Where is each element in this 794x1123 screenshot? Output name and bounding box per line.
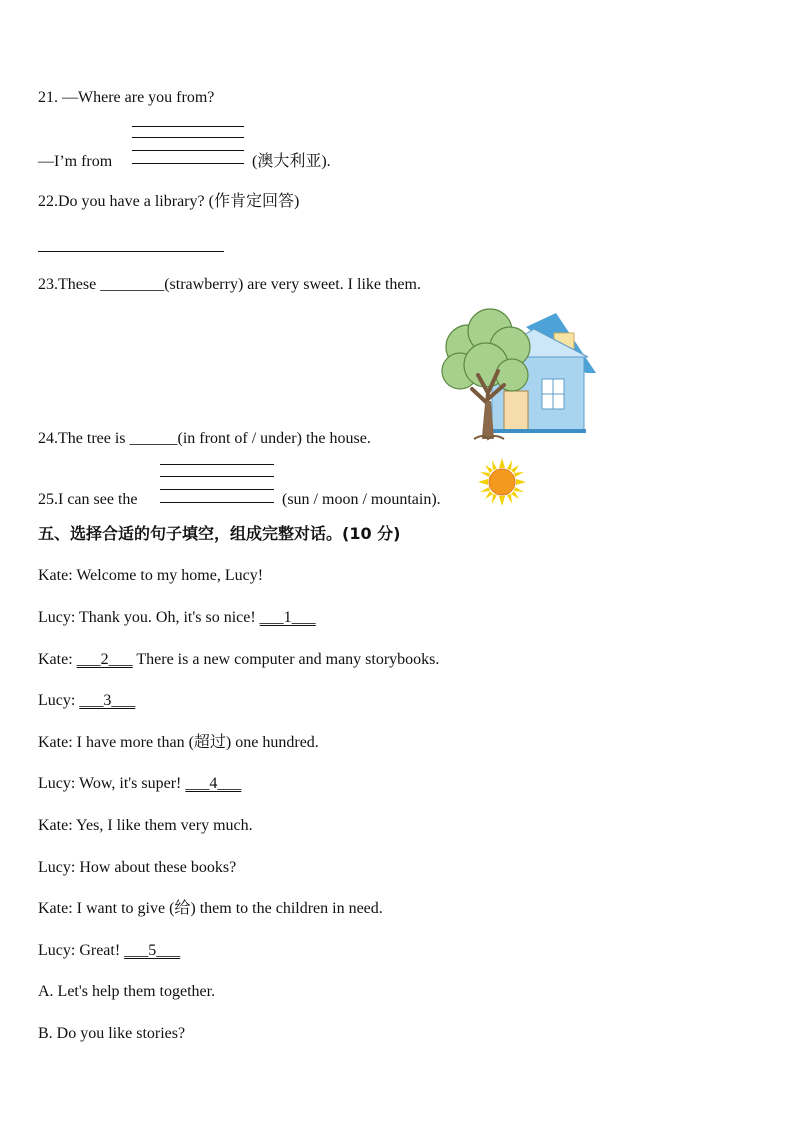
dialogue-text: Kate: — [38, 651, 77, 668]
section5-heading — [38, 524, 400, 544]
q25-writing-lines[interactable] — [160, 464, 276, 504]
q22-question-text: 22.Do you have a library? (作肯定回答) — [38, 193, 300, 210]
q21-question-text: 21. —Where are you from? — [38, 89, 215, 106]
q24-blank[interactable]: ______ — [129, 430, 178, 447]
answer-blank-3[interactable]: ___3___ — [79, 692, 136, 709]
sun-image — [478, 458, 526, 506]
option-b-text: B. Do you like stories? — [38, 1025, 186, 1042]
dialogue-text: Lucy: Thank you. Oh, it's so nice! — [38, 609, 260, 626]
dialogue-text: Lucy: Great! — [38, 942, 125, 959]
dialogue-text: Kate: Welcome to my home, Lucy! — [38, 567, 264, 584]
dialogue-line-3 — [38, 650, 439, 670]
q21-writing-lines[interactable] — [132, 126, 246, 166]
q25-suffix: (sun / moon / mountain). — [282, 491, 441, 508]
option-a-text: A. Let's help them together. — [38, 983, 216, 1000]
q23-prefix: 23.These — [38, 276, 97, 293]
dialogue-line-5 — [38, 733, 319, 753]
option-b — [38, 1024, 185, 1044]
answer-blank-4[interactable]: ___4___ — [185, 775, 242, 792]
q21-hint — [252, 152, 331, 172]
q24-suffix: (in front of / under) the house. — [177, 430, 371, 447]
q25-hint — [282, 490, 441, 510]
dialogue-line-6 — [38, 774, 241, 794]
q23-suffix: (strawberry) are very sweet. I like them. — [164, 276, 421, 293]
q21-question — [38, 88, 214, 108]
tree-house-image — [438, 305, 598, 445]
q21-answer-prefix: —I’m from — [38, 153, 113, 170]
q22-answer-line[interactable] — [38, 251, 224, 252]
q25-question — [38, 490, 138, 510]
q23-question — [38, 275, 421, 295]
q23-blank[interactable]: ________ — [100, 276, 165, 293]
dialogue-text: Kate: Yes, I like them very much. — [38, 817, 253, 834]
answer-blank-1[interactable]: ___1___ — [259, 609, 316, 626]
q22-question — [38, 192, 299, 212]
dialogue-line-2 — [38, 608, 316, 628]
dialogue-text: Lucy: How about these books? — [38, 859, 237, 876]
dialogue-text: Kate: I have more than (超过) one hundred. — [38, 734, 319, 751]
q21-hint-text: (澳大利亚). — [252, 153, 331, 170]
dialogue-text: Kate: I want to give (给) them to the children in need. — [38, 900, 383, 917]
dialogue-text: Lucy: — [38, 692, 80, 709]
dialogue-text: Lucy: Wow, it's super! — [38, 775, 186, 792]
dialogue-line-7 — [38, 816, 253, 836]
dialogue-line-10 — [38, 941, 180, 961]
q21-answer-line — [38, 152, 112, 172]
dialogue-line-4 — [38, 691, 135, 711]
dialogue-line-1 — [38, 566, 263, 586]
dialogue-line-8 — [38, 858, 236, 878]
dialogue-line-9 — [38, 899, 383, 919]
section5-heading-text: 五、选择合适的句子填空，组成完整对话。(10 分) — [38, 524, 401, 543]
option-a — [38, 982, 215, 1002]
dialogue-text-after: There is a new computer and many storybooks. — [132, 651, 440, 668]
q24-prefix: 24.The tree is — [38, 430, 126, 447]
q24-question — [38, 429, 371, 449]
answer-blank-2[interactable]: ___2___ — [76, 651, 133, 668]
answer-blank-5[interactable]: ___5___ — [124, 942, 181, 959]
q25-prefix: 25.I can see the — [38, 491, 138, 508]
